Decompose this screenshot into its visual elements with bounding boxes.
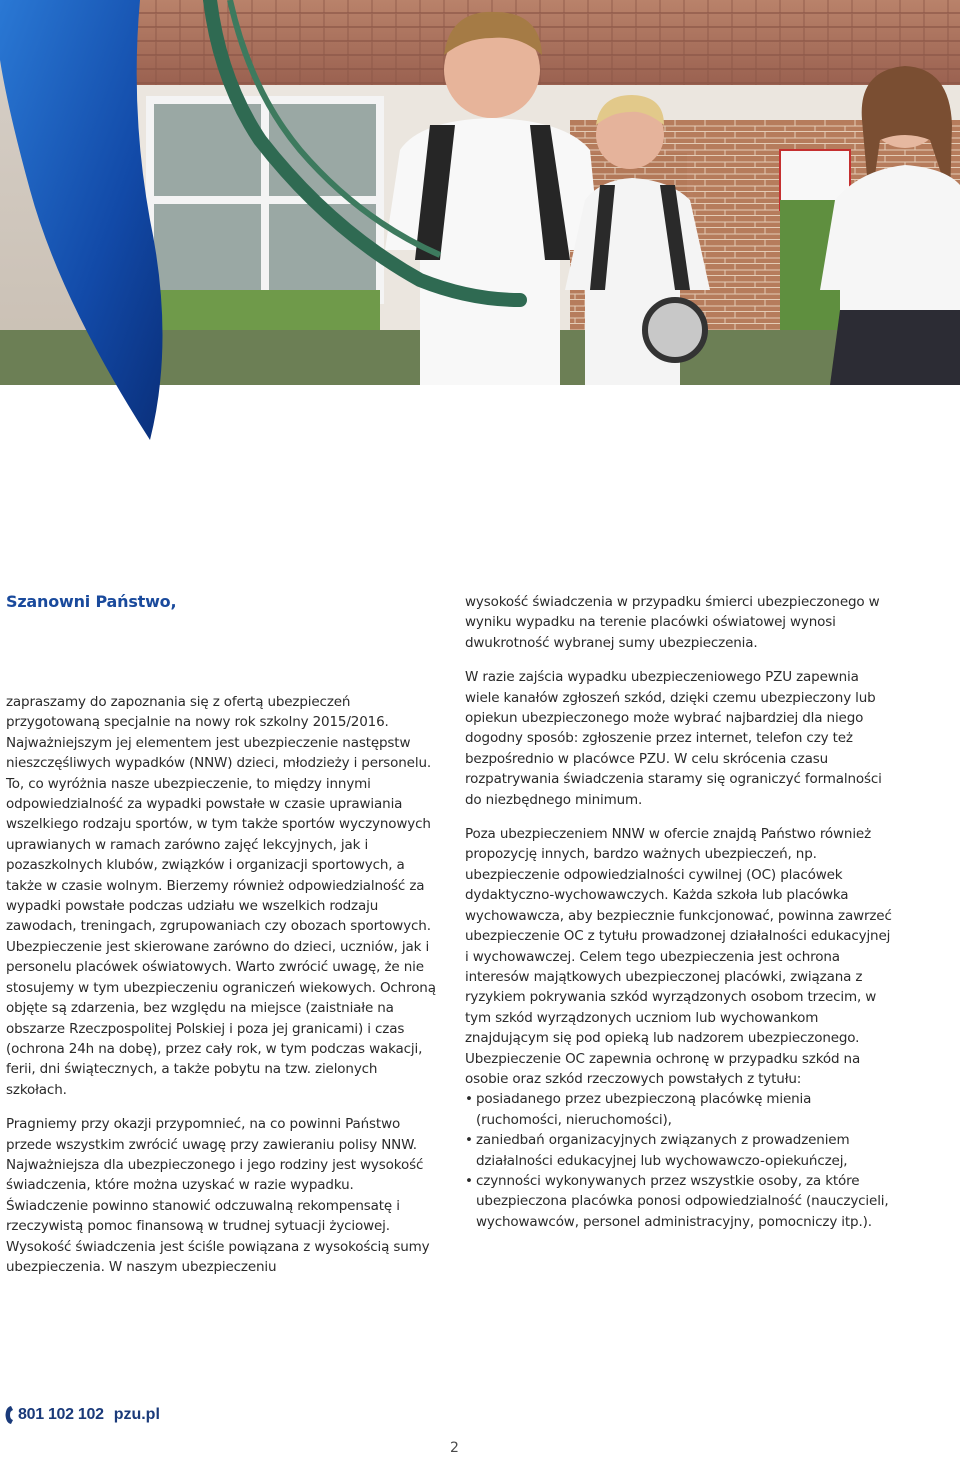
list-item: • posiadanego przez ubezpieczoną placówkę mienia (ruchomości, nieruchomości), — [465, 1089, 895, 1130]
hero-photo — [0, 0, 960, 440]
oc-paragraph: Poza ubezpieczeniem NNW w ofercie znajdą Państwo również propozycję innych, bardzo ważnych ubezpieczeń, np. ubezpieczenie odpowiedzialności cywilnej (OC) placówek dydaktyczno-wychowawczych. Każda szkoła lub placówka wychowawcza, aby bezpiecznie funkcjonować, powinna zawrzeć ubezpieczenie OC z tytułu prowadzonej działalności edukacyjnej i wychowawczej. Celem tego ubezpieczenia jest ochrona interesów majątkowych ubezpieczonej placówki, związana z ryzykiem pokrywania szkód wyrządzonych osobom trzecim, w tym szkód wyrządzonych uczniom lub wychowankom znajdującym się pod opieką lub nadzorem ubezpieczonego. Ubezpieczenie OC zapewnia ochronę w przypadku szkód na osobie oraz szkód rzeczowych powstałych z tytułu: — [465, 826, 892, 1087]
left-column — [6, 692, 436, 1277]
list-item: • czynności wykonywanych przez wszystkie osoby, za które ubezpieczona placówka ponosi odpowiedzialność (nauczycieli, wychowawców, personel administracyjny, pomocniczy itp.). — [465, 1171, 895, 1232]
intro-paragraph: zapraszamy do zapoznania się z ofertą ubezpieczeń przygotowaną specjalnie na nowy rok szkolny 2015/2016. Najważniejszym jej elementem jest ubezpieczenie następstw nieszczęśliwych wypadków (NNW) dzieci, młodzieży i personelu. To, co wyróżnia nasze ubezpieczenie, to między innymi odpowiedzialność za wypadki powstałe w czasie uprawiania wszelkiego rodzaju sportów, w tym także sportów wyczynowych uprawianych w ramach zarówno zajęć lekcyjnych, jak i pozaszkolnych klubów, związków i organizacji sportowych, a także w czasie wolnym. Bierzemy również odpowiedzialność za wypadki powstałe podczas udziału we wszelkich rodzaju zawodach, treningach, zgrupowaniach czy obozach sportowych. Ubezpieczenie jest skierowane zarówno do dzieci, uczniów, jak i personelu placówek oświatowych. Warto zwrócić uwagę, że nie stosujemy w tym ubezpieczeniu ograniczeń wiekowych. Ochroną objęte są zdarzenia, bez względu na miejsce (zaistniałe na obszarze Rzeczpospolitej Polskiej i poza jej granicami) i czas (ochrona 24h na dobę), przez cały rok, w tym podczas wakacji, ferii, dni świątecznych, a także pobytu na tzw. zielonych szkołach. — [6, 694, 436, 1098]
oc-bullet-list — [465, 1089, 895, 1232]
website-link[interactable]: pzu.pl — [113, 1406, 160, 1423]
list-item: • zaniedbań organizacyjnych związanych z prowadzeniem działalności edukacyjnej lub wychowawczo-opiekuńczej, — [465, 1130, 895, 1171]
right-column — [465, 592, 895, 1232]
benefit-paragraph: wysokość świadczenia w przypadku śmierci ubezpieczonego w wyniku wypadku na terenie placówki oświatowej wynosi dwukrotność wybranej sumy ubezpieczenia. — [465, 594, 880, 651]
phone-number[interactable]: 801 102 102 — [18, 1406, 104, 1423]
claims-paragraph: W razie zajścia wypadku ubezpieczeniowego PZU zapewnia wiele kanałów zgłoszeń szkód, dzięki czemu ubezpieczony lub opiekun ubezpieczonego może wybrać najbardziej dla niego dogodny sposób: zgłoszenie przez internet, telefon czy też bezpośrednio w placówce PZU. W celu skrócenia czasu rozpatrywania świadczenia staramy się ograniczyć formalności do niezbędnego minimum. — [465, 669, 882, 808]
reminder-paragraph: Pragniemy przy okazji przypomnieć, na co powinni Państwo przede wszystkim zwrócić uwagę przy zawieraniu polisy NNW. Najważniejsza dla ubezpieczonego i jego rodziny jest wysokość świadczenia, które można uzyskać w razie wypadku. Świadczenie powinno stanowić odczuwalną rekompensatę i rzeczywistą pomoc finansową w trudnej sytuacji życiowej. Wysokość świadczenia jest ściśle powiązana z wysokością sumy ubezpieczenia. W naszym ubezpieczeniu — [6, 1116, 430, 1275]
footer-contact — [4, 1405, 160, 1425]
page-number: 2 — [450, 1440, 459, 1456]
salutation-heading: Szanowni Państwo, — [6, 592, 177, 611]
phone-handset-icon — [4, 1405, 15, 1425]
